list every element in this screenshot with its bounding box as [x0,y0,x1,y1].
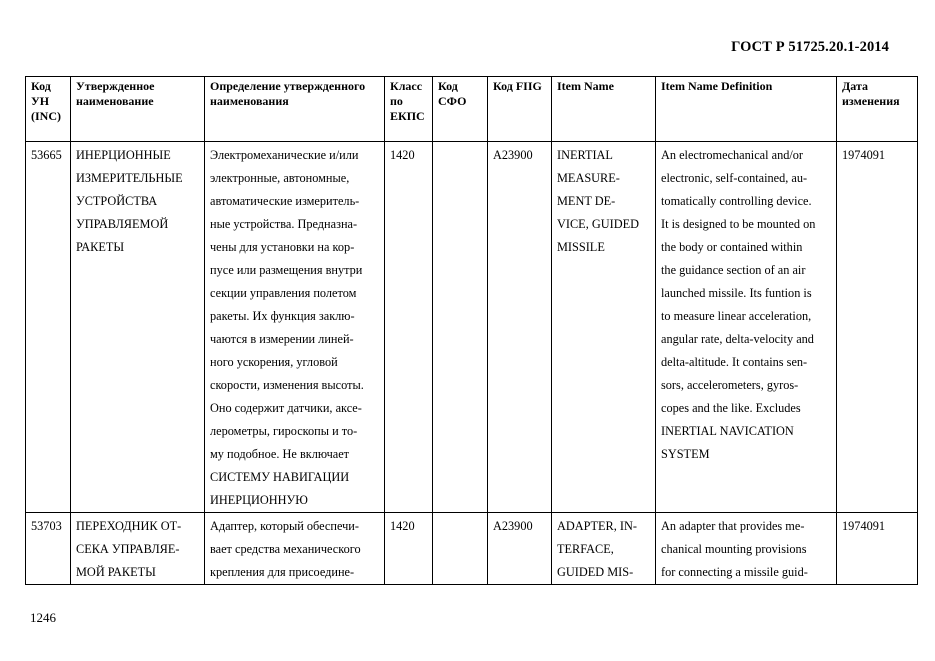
cell-line: tomatically controlling device. [661,194,812,208]
cell-line: автоматические измеритель- [210,194,360,208]
cell-fiig: A23900 [488,142,552,513]
cell-line: electronic, self-contained, au- [661,171,808,185]
cell-line: СЕКА УПРАВЛЯЕ- [76,542,180,556]
cell-line: sors, accelerometers, gyros- [661,378,799,392]
cell-line: An adapter that provides me- [661,519,805,533]
cell-line: Адаптер, который обеспечи- [210,519,359,533]
cell-line: chanical mounting provisions [661,542,807,556]
table-row [26,513,918,585]
cell-line: launched missile. Its funtion is [661,286,812,300]
cell-line: ИНЕРЦИОННУЮ [210,493,308,507]
cell-ekps: 1420 [385,142,433,513]
cell-line: ADAPTER, IN- [557,519,637,533]
cell-line: GUIDED MIS- [557,565,634,579]
cell-item-definition [656,142,837,513]
header-definition: Определение утвержденного наименования [205,77,385,142]
cell-line: РАКЕТЫ [76,240,125,254]
cell-line: пусе или размещения внутри [210,263,363,277]
cell-line: УПРАВЛЯЕМОЙ [76,217,169,231]
cell-change-date: 1974091 [837,142,918,513]
cell-line: УСТРОЙСТВА [76,194,158,208]
header-item-name: Item Name [552,77,656,142]
header-approved-name: Утвержденное наименование [71,77,205,142]
cell-line: СИСТЕМУ НАВИГАЦИИ [210,470,350,484]
cell-line: TERFACE, [557,542,614,556]
header-item-definition: Item Name Definition [656,77,837,142]
cell-line: for connecting a missile guid- [661,565,808,579]
cell-line: angular rate, delta-velocity and [661,332,814,346]
cell-line: SYSTEM [661,447,710,461]
cell-line: ИЗМЕРИТЕЛЬНЫЕ [76,171,183,185]
header-ekps: Класс по ЕКПС [385,77,433,142]
cell-line: чаются в измерении линей- [210,332,354,346]
cell-line: крепления для присоедине- [210,565,355,579]
header-change-date: Дата изменения [837,77,918,142]
cell-line: the guidance section of an air [661,263,806,277]
cell-line: ные устройства. Предназна- [210,217,358,231]
cell-line: copes and the like. Excludes [661,401,801,415]
cell-line: скорости, изменения высоты. [210,378,364,392]
cell-line: MENT DE- [557,194,616,208]
cell-line: Оно содержит датчики, аксе- [210,401,362,415]
document-code: ГОСТ Р 51725.20.1-2014 [731,39,889,55]
cell-line: It is designed to be mounted on [661,217,816,231]
cell-change-date: 1974091 [837,513,918,585]
cell-line: ного ускорения, угловой [210,355,338,369]
cell-definition [205,513,385,585]
cell-approved-name [71,513,205,585]
cell-line: МОЙ РАКЕТЫ [76,565,156,579]
cell-line: delta-altitude. It contains sen- [661,355,808,369]
cell-inc: 53665 [26,142,71,513]
cell-ekps: 1420 [385,513,433,585]
cell-line: MEASURE- [557,171,620,185]
page-number: 1246 [30,610,56,625]
cell-item-definition [656,513,837,585]
nomenclature-table [25,76,918,585]
cell-line: чены для установки на кор- [210,240,355,254]
header-fiig: Код FIIG [488,77,552,142]
header-sfo: Код СФО [433,77,488,142]
cell-line: MISSILE [557,240,605,254]
cell-line: VICE, GUIDED [557,217,639,231]
cell-item-name [552,513,656,585]
cell-line: to measure linear acceleration, [661,309,812,323]
cell-definition [205,142,385,513]
cell-sfo [433,142,488,513]
cell-line: лерометры, гироскопы и то- [210,424,358,438]
header-inc: Код УН (INC) [26,77,71,142]
cell-fiig: A23900 [488,513,552,585]
cell-line: An electromechanical and/or [661,148,804,162]
cell-approved-name [71,142,205,513]
cell-line: ИНЕРЦИОННЫЕ [76,148,171,162]
table-header-row [26,77,918,142]
cell-inc: 53703 [26,513,71,585]
cell-line: му подобное. Не включает [210,447,350,461]
cell-line: электронные, автономные, [210,171,350,185]
cell-line: the body or contained within [661,240,803,254]
cell-line: INERTIAL NAVICATION [661,424,794,438]
cell-sfo [433,513,488,585]
cell-line: вает средства механического [210,542,361,556]
cell-line: INERTIAL [557,148,613,162]
table-row [26,142,918,513]
cell-line: ракеты. Их функция заклю- [210,309,355,323]
cell-line: секции управления полетом [210,286,357,300]
cell-line: ПЕРЕХОДНИК ОТ- [76,519,182,533]
cell-line: Электромеханические и/или [210,148,359,162]
cell-item-name [552,142,656,513]
